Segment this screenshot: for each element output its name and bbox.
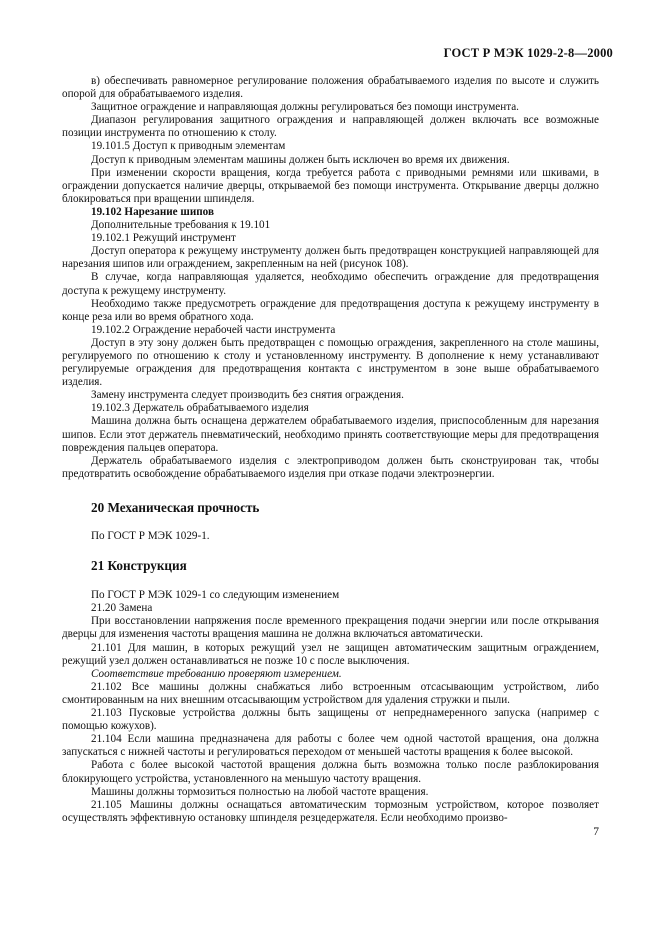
- paragraph: Машины должны тормозиться полностью на любой частоте вращения.: [91, 785, 429, 798]
- subclause-heading: 19.102.3 Держатель обрабатываемого изделия: [91, 402, 309, 415]
- subclause-heading: 19.102.2 Ограждение нерабочей части инструмента: [91, 323, 336, 336]
- subclause-heading: 19.102.1 Режущий инструмент: [91, 232, 236, 245]
- paragraph: Работа с более высокой частотой вращения должна быть возможна только после разблокирования блокирующего устройства, установленного на меньшую частоту вращения.: [62, 759, 599, 785]
- paragraph: При восстановлении напряжения после временного прекращения подачи энергии или после открывания дверцы для изменения частоты вращения машина не должна включаться автоматически.: [62, 615, 599, 641]
- paragraph: Необходимо также предусмотреть ограждение для предотвращения доступа к режущему инструменту в конце реза или во время обратного хода.: [62, 297, 599, 323]
- paragraph: 21.103 Пусковые устройства должны быть защищены от непреднамеренного запуска (например с помощью кожухов).: [62, 707, 599, 733]
- subclause-heading: 19.101.5 Доступ к приводным элементам: [91, 140, 286, 153]
- paragraph: Держатель обрабатываемого изделия с электроприводом должен быть сконструирован так, чтобы предотвратить освобождение обрабатываемого изделия при отказе подачи электроэнергии.: [62, 454, 599, 480]
- paragraph: 21.104 Если машина предназначена для работы с более чем одной частотой вращения, она должна запускаться с нижней частоты и регулироваться переходом от меньшей частоты вращения к более высокой.: [62, 733, 599, 759]
- compliance-note: Соответствие требованию проверяют измерением.: [91, 667, 342, 680]
- paragraph: 21.105 Машины должны оснащаться автоматическим тормозным устройством, которое позволяет осуществлять эффективную остановку шпинделя резцедержателя. Если необходимо произво-: [62, 798, 599, 824]
- paragraph: Доступ в эту зону должен быть предотвращен с помощью ограждения, закрепленного на столе машины, регулируемого по отношению к столу и установленному инструменту. В дополнение к нему устанавливают регулируемые ограждения для предотвращения контакта с инструментом в зоне выше обрабатываемого изделия.: [62, 336, 599, 389]
- subsection-heading: 19.102 Нарезание шипов: [91, 205, 214, 218]
- paragraph: По ГОСТ Р МЭК 1029-1 со следующим изменением: [91, 589, 340, 602]
- page-body: [62, 75, 599, 825]
- subclause-heading: 21.20 Замена: [91, 602, 153, 615]
- paragraph: Доступ к приводным элементам машины должен быть исключен во время их движения.: [91, 153, 510, 166]
- paragraph: Замену инструмента следует производить без снятия ограждения.: [91, 389, 404, 402]
- paragraph: Диапазон регулирования защитного ограждения и направляющей должен включать все возможные позиции инструмента по отношению к столу.: [62, 114, 599, 140]
- paragraph: По ГОСТ Р МЭК 1029-1.: [91, 530, 210, 542]
- paragraph: Машина должна быть оснащена держателем обрабатываемого изделия, приспособленным для нарезания шипов. Если этот держатель пневматический, необходимо принять соответствующие меры для предотвращения повреждения пальцев оператора.: [62, 415, 599, 454]
- paragraph: 21.102 Все машины должны снабжаться либо встроенным отсасывающим устройством, либо смонтированным на них внешним отсасывающим устройством для удаления стружки и пыли.: [62, 680, 599, 706]
- paragraph: 21.101 Для машин, в которых режущий узел не защищен автоматическим защитным ограждением, режущий узел должен останавливаться не позже 10 с после выключения.: [62, 641, 599, 667]
- paragraph: В случае, когда направляющая удаляется, необходимо обеспечить ограждение для предотвращения доступа к режущему инструменту.: [62, 271, 599, 297]
- paragraph: Доступ оператора к режущему инструменту должен быть предотвращен конструкцией направляющей для нарезания шипов или ограждением, закрепленным на ней (рисунок 108).: [62, 245, 599, 271]
- paragraph: Дополнительные требования к 19.101: [91, 219, 271, 232]
- paragraph: в) обеспечивать равномерное регулирование положения обрабатываемого изделия по высоте и служить опорой для обрабатываемого изделия.: [62, 75, 599, 101]
- section-heading: 21 Конструкция: [91, 558, 187, 574]
- page-number: 7: [593, 826, 599, 838]
- section-heading: 20 Механическая прочность: [91, 499, 260, 515]
- paragraph: При изменении скорости вращения, когда требуется работа с приводными ремнями или шкивами, в ограждении допускается наличие дверцы, открываемой без помощи инструмента. Открывание дверцы должно блокироваться при вращении шпинделя.: [62, 166, 599, 205]
- document-header: ГОСТ Р МЭК 1029-2-8—2000: [443, 46, 613, 60]
- paragraph: Защитное ограждение и направляющая должны регулироваться без помощи инструмента.: [91, 101, 519, 114]
